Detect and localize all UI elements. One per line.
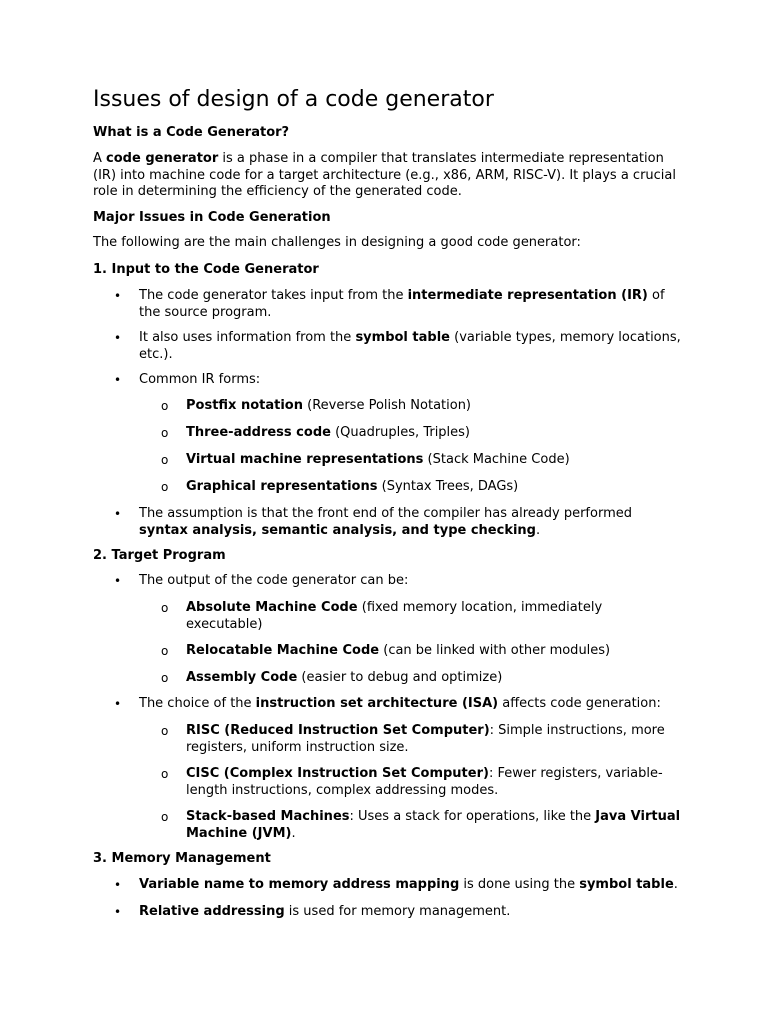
circle-bullet-icon: o	[161, 399, 169, 413]
sub-list-item-text: Stack-based Machines: Uses a stack for operations, like the Java Virtual Machine (JVM).	[186, 809, 681, 841]
circle-bullet-icon: o	[161, 453, 169, 467]
circle-bullet-icon: o	[161, 671, 169, 685]
list-item	[114, 877, 684, 894]
circle-bullet-icon: o	[161, 426, 169, 440]
intro-term: code generator	[106, 151, 219, 166]
list-item	[114, 506, 684, 539]
intro-paragraph	[93, 151, 683, 201]
sub-list-item-text: RISC (Reduced Instruction Set Computer): Simple instructions, more registers, uniform instruction size.	[186, 723, 665, 755]
list-item	[114, 904, 684, 921]
bullet-icon: •	[114, 373, 122, 387]
bullet-icon: •	[114, 507, 122, 521]
list-item-text: The choice of the instruction set architecture (ISA) affects code generation:	[139, 696, 661, 711]
page-title: Issues of design of a code generator	[93, 87, 494, 112]
list-item	[114, 372, 684, 389]
bullet-icon: •	[114, 905, 122, 919]
bullet-icon: •	[114, 331, 122, 345]
bullet-icon: •	[114, 289, 122, 303]
section3-heading: 3. Memory Management	[93, 851, 271, 866]
sub-list-item-text: Relocatable Machine Code (can be linked with other modules)	[186, 643, 611, 658]
sub-list-item	[161, 766, 681, 799]
sub-list-item-text: CISC (Complex Instruction Set Computer): Fewer registers, variable-length instructions, complex addressing modes.	[186, 766, 663, 798]
section2-heading: 2. Target Program	[93, 548, 226, 563]
sub-list-item-text: Assembly Code (easier to debug and optimize)	[186, 670, 503, 685]
list-item	[114, 696, 684, 713]
list-item-text: The output of the code generator can be:	[139, 573, 409, 588]
circle-bullet-icon: o	[161, 767, 169, 781]
sub-list-item-text: Absolute Machine Code (fixed memory location, immediately executable)	[186, 600, 603, 632]
sub-list-item	[161, 479, 681, 496]
list-item	[114, 573, 684, 590]
section1-heading: 1. Input to the Code Generator	[93, 262, 319, 277]
sub-list-item	[161, 643, 681, 660]
circle-bullet-icon: o	[161, 810, 169, 824]
sub-list-item	[161, 670, 681, 687]
list-item-text: Relative addressing is used for memory management.	[139, 904, 511, 919]
sub-list-item-text: Graphical representations (Syntax Trees, DAGs)	[186, 479, 519, 494]
list-item-text: It also uses information from the symbol table (variable types, memory locations, etc.).	[139, 330, 681, 362]
sub-list-item	[161, 425, 681, 442]
sub-list-item-text: Three-address code (Quadruples, Triples)	[186, 425, 471, 440]
major-heading: Major Issues in Code Generation	[93, 210, 331, 225]
circle-bullet-icon: o	[161, 601, 169, 615]
major-text: The following are the main challenges in designing a good code generator:	[93, 235, 581, 250]
intro-heading: What is a Code Generator?	[93, 125, 290, 140]
sub-list-item	[161, 809, 681, 842]
sub-list-item	[161, 600, 681, 633]
sub-list-item	[161, 452, 681, 469]
list-item	[114, 288, 684, 321]
sub-list-item-text: Postfix notation (Reverse Polish Notation)	[186, 398, 472, 413]
bullet-icon: •	[114, 697, 122, 711]
circle-bullet-icon: o	[161, 480, 169, 494]
intro-text-a: A	[93, 151, 107, 166]
list-item-text: The assumption is that the front end of the compiler has already performed syntax analysis, semantic analysis, and type checking.	[139, 506, 632, 538]
circle-bullet-icon: o	[161, 644, 169, 658]
list-item-text: Variable name to memory address mapping is done using the symbol table.	[139, 877, 678, 892]
intro-text-c: is a phase in a compiler that translates intermediate representation (IR) into machine code for a target architecture (e.g., x86, ARM, RISC-V). It plays a crucial role in determining the efficiency of the generated code.	[93, 151, 676, 199]
list-item-text: The code generator takes input from the intermediate representation (IR) of the source program.	[139, 288, 665, 320]
sub-list-item-text: Virtual machine representations (Stack Machine Code)	[186, 452, 570, 467]
list-item	[114, 330, 684, 363]
sub-list-item	[161, 723, 681, 756]
bullet-icon: •	[114, 574, 122, 588]
sub-list-item	[161, 398, 681, 415]
list-item-text: Common IR forms:	[139, 372, 261, 387]
circle-bullet-icon: o	[161, 724, 169, 738]
bullet-icon: •	[114, 878, 122, 892]
